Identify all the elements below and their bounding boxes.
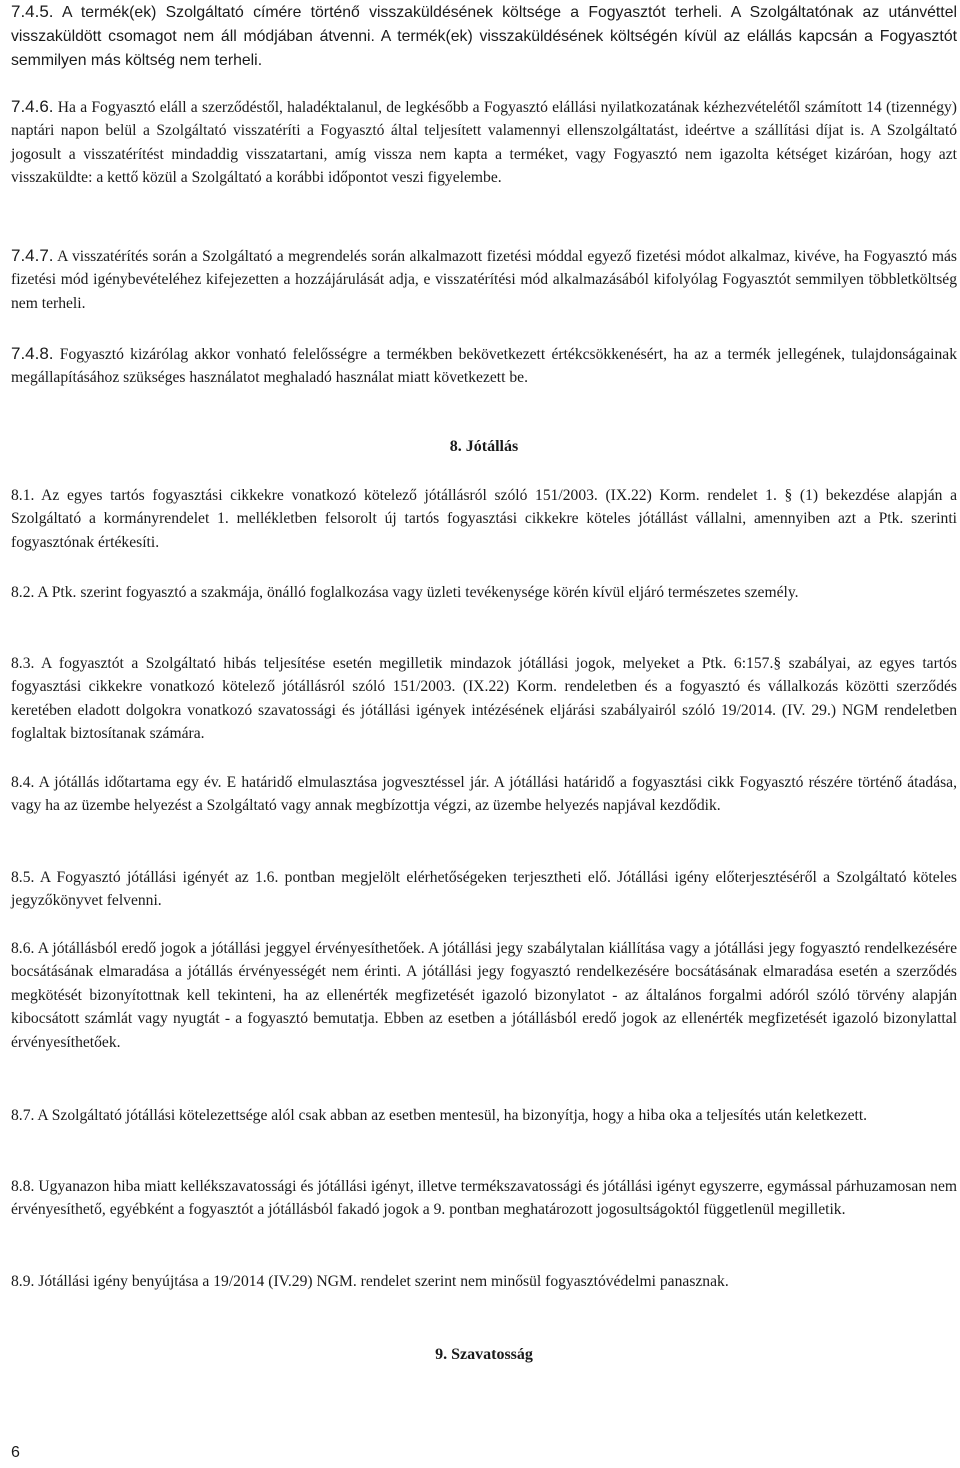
paragraph-text: A visszatérítés során a Szolgáltató a megrendelés során alkalmazott fizetési móddal egyező fizetési módot alkalmaz, kivéve, ha Fogyasztó más fizetési mód igénybevételéhez kifejezetten a hozzájárulását adja, e visszatérítési mód alkalmazásából kifolyólag Fogyasztót semmilyen többletköltség nem terheli. [11, 248, 957, 312]
paragraph-number: 7.4.8. [11, 344, 54, 363]
paragraph-8-9: 8.9. Jótállási igény benyújtása a 19/2014 (IV.29) NGM. rendelet szerint nem minősül fogyasztóvédelmi panasznak. [11, 1273, 729, 1290]
page-number: 6 [11, 1444, 20, 1461]
paragraph-text: A termék(ek) Szolgáltató címére történő visszaküldésének költsége a Fogyasztót terheli. A Szolgáltatónak az utánvéttel visszaküldött csomagot nem áll módjában átvenni. A termék(ek) visszaküldésének költségén kívül az elállás kapcsán a Fogyasztót semmilyen más költség nem terheli. [11, 4, 957, 69]
paragraph-number: 7.4.6. [11, 97, 54, 116]
paragraph-7-4-7 [11, 244, 957, 315]
paragraph-8-1: 8.1. Az egyes tartós fogyasztási cikkekre vonatkozó kötelező jótállásról szóló 151/2003. (IX.22) Korm. rendelet 1. § (1) bekezdése alapján a Szolgáltató a kormányrendelet 1. mellékletben felsorolt új tartós fogyasztási cikkekre köteles jótállást vállalni, amennyiben azt a Ptk. szerinti fogyasztónak értékesíti. [11, 487, 957, 551]
paragraph-number: 7.4.5. [11, 2, 54, 21]
paragraph-8-2: 8.2. A Ptk. szerint fogyasztó a szakmája, önálló foglalkozása vagy üzleti tevékenysége körén kívül eljáró természetes személy. [11, 584, 799, 601]
paragraph-number: 7.4.7. [11, 246, 54, 265]
paragraph-8-8: 8.8. Ugyanazon hiba miatt kellékszavatossági és jótállási igényt, illetve termékszavatossági és jótállási igényt egyszerre, egymással párhuzamosan nem érvényesíthető, egyébként a fogyasztót a jótállásból fakadó jogok a 9. pontban meghatározott jogosultságoktól függetlenül megilletik. [11, 1178, 957, 1219]
paragraph-8-6: 8.6. A jótállásból eredő jogok a jótállási jeggyel érvényesíthetőek. A jótállási jegy szabálytalan kiállítása vagy a jótállási jegy fogyasztó rendelkezésére bocsátásának elmaradása a jótállás érvényességét nem érinti. A jótállási jegy fogyasztó rendelkezésére bocsátásának elmaradása esetén a szerződés megkötését bizonyítottnak kell tekinteni, ha az ellenérték megfizetését igazoló bizonylatot - az általános forgalmi adóról szóló törvény alapján kibocsátott számlát vagy nyugtát - a fogyasztó bemutatja. Ebben az esetben a jótállásból eredő jogok az ellenérték megfizetését igazoló bizonylattal érvényesíthetőek. [11, 940, 957, 1051]
section-heading-szavatossag: 9. Szavatosság [435, 1346, 533, 1363]
paragraph-8-3: 8.3. A fogyasztót a Szolgáltató hibás teljesítése esetén megilletik mindazok jótállási jogok, melyeket a Ptk. 6:157.§ szabályai, az egyes tartós fogyasztási cikkekre vonatkozó kötelező jótállásról szóló 151/2003. (IX.22) Korm. rendeletben és a fogyasztó és vállalkozás közötti szerződés keretében eladott dolgokra vonatkozó szavatossági és jótállási igények intézésének eljárási szabályairól szóló 19/2014. (IV. 29.) NGM rendeletben foglaltak biztosítanak számára. [11, 655, 957, 743]
paragraph-7-4-8 [11, 342, 957, 390]
section-heading-jotallas: 8. Jótállás [449, 438, 519, 455]
paragraph-8-4: 8.4. A jótállás időtartama egy év. E határidő elmulasztása jogvesztéssel jár. A jótállási határidő a fogyasztási cikk Fogyasztó részére történő átadása, vagy ha az üzembe helyezést a Szolgáltató vagy annak megbízottja végzi, az üzembe helyezés napjával kezdődik. [11, 774, 957, 815]
paragraph-text: Ha a Fogyasztó eláll a szerződéstől, haladéktalanul, de legkésőbb a Fogyasztó elállási nyilatkozatának kézhezvételétől számított 14 (tizennégy) naptári napon belül a Szolgáltató visszatéríti a Fogyasztó által teljesített valamennyi ellenszolgáltatást, ideértve a szállítási díjat is. A Szolgáltató jogosult a visszatérítést mindaddig visszatartani, amíg vissza nem kapta a terméket, vagy Fogyasztó nem igazolta kétséget kizáróan, hogy azt visszaküldte: a kettő közül a Szolgáltató a korábbi időpontot veszi figyelembe. [11, 99, 957, 187]
paragraph-8-7: 8.7. A Szolgáltató jótállási kötelezettsége alól csak abban az esetben mentesül, ha bizonyítja, hogy a hiba oka a teljesítés után keletkezett. [11, 1107, 868, 1124]
paragraph-8-5: 8.5. A Fogyasztó jótállási igényét az 1.6. pontban megjelölt elérhetőségeken terjesztheti elő. Jótállási igény előterjesztéséről a Szolgáltató köteles jegyzőkönyvet felvenni. [11, 869, 957, 910]
paragraph-7-4-5 [11, 0, 957, 73]
paragraph-text: Fogyasztó kizárólag akkor vonható felelősségre a termékben bekövetkezett értékcsökkenésért, ha az a termék jellegének, tulajdonságainak megállapításához szükséges használatot meghaladó használat miatt következett be. [11, 346, 957, 387]
paragraph-7-4-6 [11, 95, 957, 190]
